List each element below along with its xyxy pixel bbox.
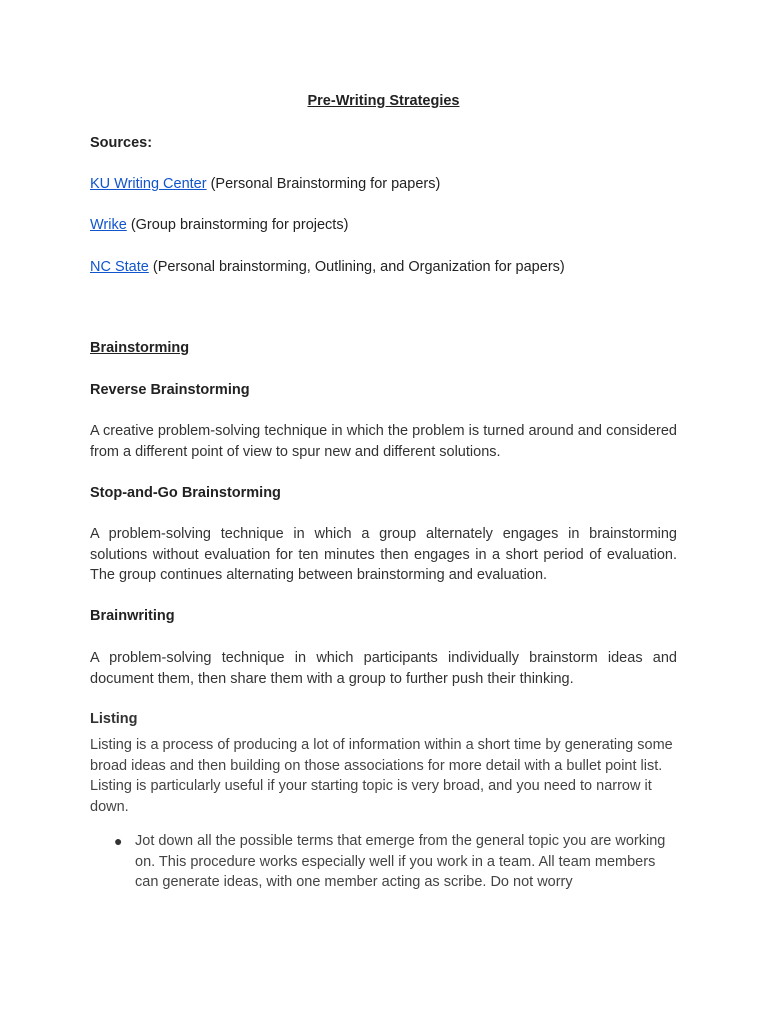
sources-label: Sources: xyxy=(90,135,153,151)
wrike-link[interactable]: Wrike xyxy=(90,217,127,233)
subsection-heading: Reverse Brainstorming xyxy=(90,382,250,398)
subsection-body: A problem-solving technique in which participants individually brainstorm ideas and document them, then share them with a group to further push their thinking. xyxy=(90,650,677,687)
subsection-heading: Brainwriting xyxy=(90,608,175,624)
subsection-body: Listing is a process of producing a lot of information within a short time by generating some broad ideas and then building on those associations for more detail with a bullet point list. Listing is particularly useful if your starting topic is very broad, and you need to narrow it down. xyxy=(90,737,673,815)
ku-writing-center-link[interactable]: KU Writing Center xyxy=(90,176,207,192)
source-line-ku xyxy=(90,174,440,194)
subsection-body: A creative problem-solving technique in which the problem is turned around and considered from a different point of view to spur new and different solutions. xyxy=(90,423,677,460)
subsection-heading: Stop-and-Go Brainstorming xyxy=(90,485,281,501)
source-line-wrike xyxy=(90,215,348,235)
source-description: (Personal brainstorming, Outlining, and Organization for papers) xyxy=(148,259,565,275)
subsection-body: A problem-solving technique in which a group alternately engages in brainstorming solutions without evaluation for ten minutes then engages in a short period of evaluation. The group continues alternating between brainstorming and evaluation. xyxy=(90,526,677,583)
source-description: (Personal Brainstorming for papers) xyxy=(206,176,441,192)
bullet-item: Jot down all the possible terms that emerge from the general topic you are working on. This procedure works especially well if you work in a team. All team members can generate ideas, with one member acting as scribe. Do not worry xyxy=(135,833,666,890)
source-line-nc-state xyxy=(90,257,565,277)
section-heading-brainstorming: Brainstorming xyxy=(90,340,190,356)
subsection-heading: Listing xyxy=(90,711,138,727)
document-title: Pre-Writing Strategies xyxy=(307,93,460,109)
document-page xyxy=(90,0,677,1024)
nc-state-link[interactable]: NC State xyxy=(90,259,149,275)
source-description: (Group brainstorming for projects) xyxy=(126,217,349,233)
bullet-marker: ● xyxy=(114,833,123,849)
